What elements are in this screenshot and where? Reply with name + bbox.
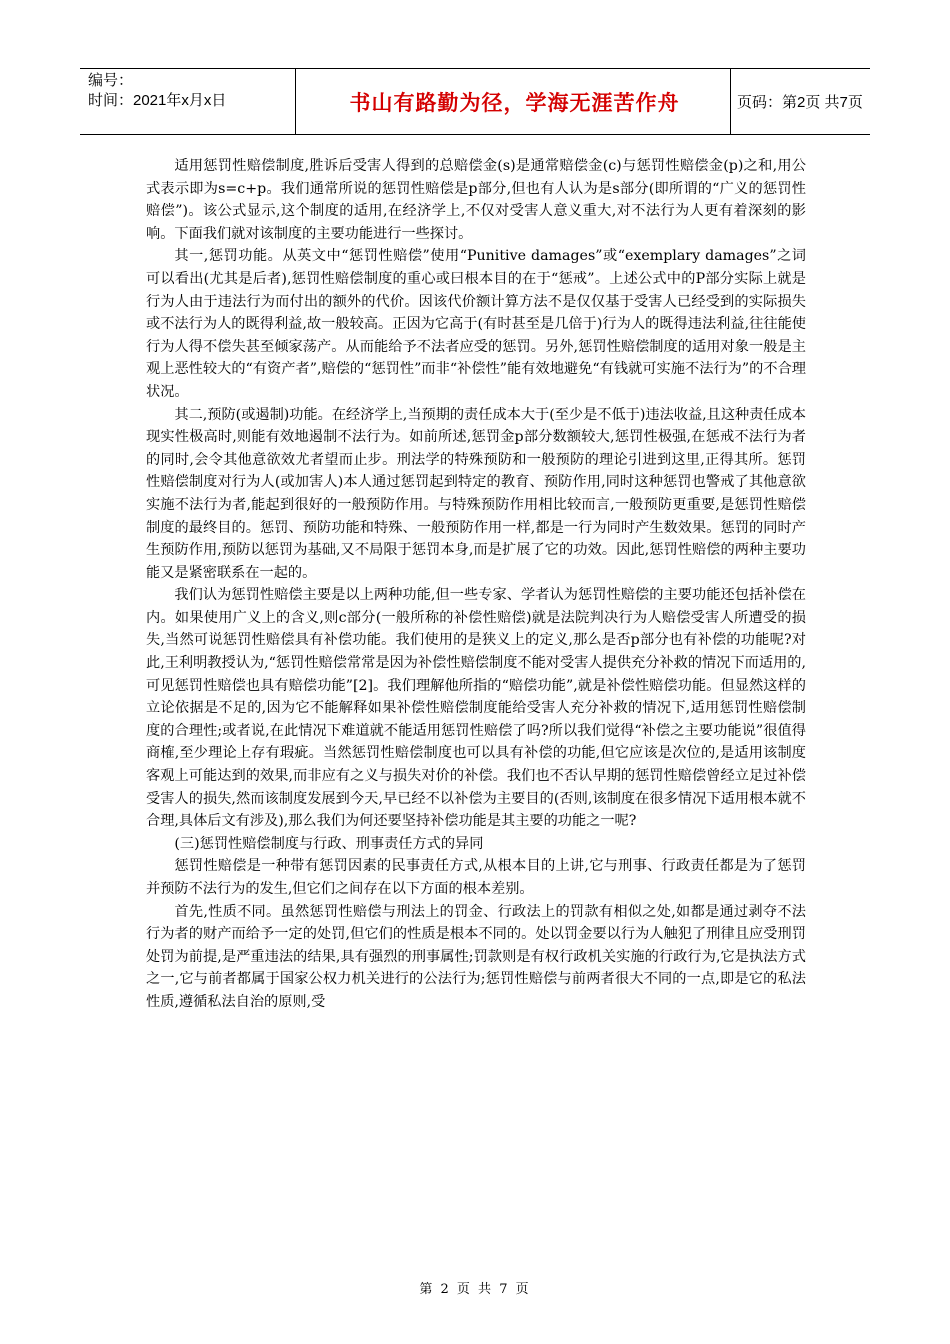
header-meta — [88, 71, 288, 131]
paragraph-punitive-function: 其一,惩罚功能。从英文中“惩罚性赔偿”使用“Punitive damages”或“exemplary damages”之词可以看出(尤其是后者),惩罚性赔偿制度的重心或曰根本目的在于“惩戒”。上述公式中的P部分实际上就是行为人由于违法行为而付出的额外的代价。因该代价额计算方法不是仅仅基于受害人已经受到的实际损失或不法行为人的既得利益,故一般较高。正因为它高于(有时甚至是几倍于)行为人的既得违法利益,往往能使行为人得不偿失甚至倾家荡产。从而能给予不法者应受的惩罚。另外,惩罚性赔偿制度的适用对象一般是主观上恶性较大的“有资产者”,赔偿的“惩罚性”而非“补偿性”能有效地避免“有钱就可实施不法行为”的不合理状况。 — [146, 248, 806, 400]
paragraph-preventive-function: 其二,预防(或遏制)功能。在经济学上,当预期的责任成本大于(至少是不低于)违法收益,且这种责任成本现实性极高时,则能有效地遏制不法行为。如前所述,惩罚金p部分数额较大,惩罚性极强,在惩戒不法行为者的同时,会令其他意欲效尤者望而止步。刑法学的特殊预防和一般预防的理论引进到这里,正得其所。惩罚性赔偿制度对行为人(或加害人)本人通过惩罚起到特定的教育、预防作用,同时这种惩罚也警戒了其他意欲实施不法行为者,能起到很好的一般预防作用。与特殊预防作用相比较而言,一般预防更重要,是惩罚性赔偿制度的最终目的。惩罚、预防功能和特殊、一般预防作用一样,都是一行为同时产生数效果。惩罚的同时产生预防作用,预防以惩罚为基础,又不局限于惩罚本身,而是扩展了它的功效。因此,惩罚性赔偿的两种主要功能又是紧密联系在一起的。 — [146, 406, 806, 581]
document-body — [146, 155, 806, 1014]
paragraph-compensation-debate: 我们认为惩罚性赔偿主要是以上两种功能,但一些专家、学者认为惩罚性赔偿的主要功能还包括补偿在内。如果使用广义上的含义,则c部分(一般所称的补偿性赔偿)就是法院判决行为人赔偿受害人所遭受的损失,当然可说惩罚性赔偿具有补偿功能。我们使用的是狭义上的定义,那么是否p部分也有补偿的功能呢?对此,王利明教授认为,“惩罚性赔偿常常是因为补偿性赔偿制度不能对受害人提供充分补救的情况下而适用的,可见惩罚性赔偿也具有赔偿功能”[2]。我们理解他所指的“赔偿功能”,就是补偿性赔偿功能。但显然这样的立论依据是不足的,因为它不能解释如果补偿性赔偿制度能给受害人充分补救的情况下,适用惩罚性赔偿制度的合理性;或者说,在此情况下难道就不能适用惩罚性赔偿了吗?所以我们觉得“补偿之主要功能说”很值得商榷,至少理论上存有瑕疵。当然惩罚性赔偿制度也可以具有补偿的功能,但它应该是次位的,是适用该制度客观上可能达到的效果,而非应有之义与损失对价的补偿。我们也不否认早期的惩罚性赔偿曾经立足过补偿受害人的损失,然而该制度发展到今天,早已经不以补偿为主要目的(否则,该制度在很多情况下适用根本就不合理,具体后文有涉及),那么我们为何还要坚持补偿功能是其主要的功能之一呢? — [146, 587, 806, 830]
paragraph-section-intro: 惩罚性赔偿是一种带有惩罚因素的民事责任方式,从根本目的上讲,它与刑事、行政责任都是为了惩罚并预防不法行为的发生,但它们之间存在以下方面的根本差别。 — [146, 858, 806, 897]
page-header — [80, 68, 870, 135]
header-divider-left — [295, 69, 296, 134]
header-page-label: 页码：第2页 共7页 — [737, 94, 863, 111]
header-motto: 书山有路勤为径，学海无涯苦作舟 — [349, 90, 680, 115]
document-date-label: 时间：2021年x月x日 — [88, 92, 227, 109]
paragraph-nature-difference: 首先,性质不同。虽然惩罚性赔偿与刑法上的罚金、行政法上的罚款有相似之处,如都是通过剥夺不法行为者的财产而给予一定的处罚,但它们的性质是根本不同的。处以罚金要以行为人触犯了刑律且应受刑罚处罚为前提,是严重违法的结果,具有强烈的刑事属性;罚款则是有权行政机关实施的行政行为,它是执法方式之一,它与前者都属于国家公权力机关进行的公法行为;惩罚性赔偿与前两者很大不同的一点,即是它的私法性质,遵循私法自治的原则,受 — [146, 903, 806, 1010]
section-heading: (三)惩罚性赔偿制度与行政、刑事责任方式的异同 — [174, 835, 484, 852]
document-number-label: 编号： — [88, 72, 134, 89]
page-footer: 第 2 页 共 7 页 — [419, 1282, 531, 1297]
header-divider-right — [730, 69, 731, 134]
paragraph-formula: 适用惩罚性赔偿制度,胜诉后受害人得到的总赔偿金(s)是通常赔偿金(c)与惩罚性赔偿金(p)之和,用公式表示即为s=c+p。我们通常所说的惩罚性赔偿是p部分,但也有人认为是s部分(即所谓的“广义的惩罚性赔偿”)。该公式显示,这个制度的适用,在经济学上,不仅对受害人意义重大,对不法行为人更有着深刻的影响。下面我们就对该制度的主要功能进行一些探讨。 — [146, 158, 806, 242]
